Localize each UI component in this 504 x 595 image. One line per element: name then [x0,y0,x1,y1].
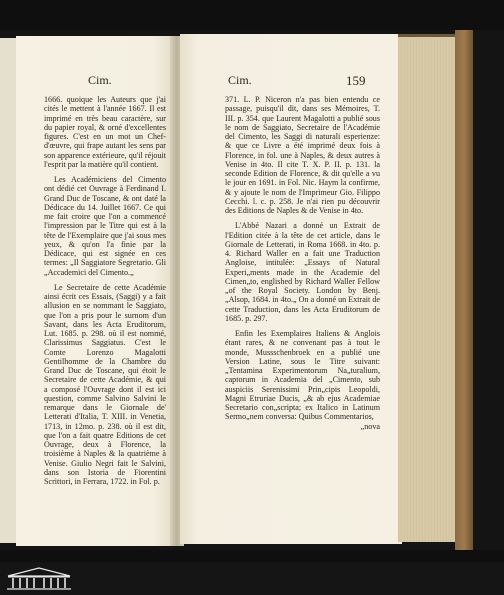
right-paragraph: 371. L. P. Niceron n'a pas bien entendu ce passage, puisqu'il dit, dans ses Mémoires, T. III. p. 354. que Laurent Magalotti a publié sous le nom de Saggiato, Secretaire de l'Académie del Cimento, les Saggi di naturali esperienze: & que ce Livre a été imprimé deux fois à Florence, in fol. une à Naples, & deux autres à Venise in 4to. Il cite T. X. P. II. p. 131. la seconde Edition de Florence, & dit qu'elle a vu le jour en 1691. in Fol. Nic. Haym la confirme, & y ajoute le nom de l'Imprimeur Gio. Filippo Cecchi. l. c. p. 258. Je n'ai rien pu découvrir des Editions de Naples & de Venise in 4to. [225,95,380,215]
right-paragraph: Enfin les Exemplaires Italiens & Anglois étant rares, & ne convenant pas à tout le monde, Mussschenbroek en a publié une Version Latine, sous le Titre suivant: „Tentamina Experimentorum Na„turalium, captorum in Academia del „Cimento, sub auspiciis Serenissimi Prin„cipis Leopoldi, Magni Etruriae Ducis, „& ab ejus Academiae Secretario con„scripta; ex Italico in Latinum Sermo„nem conversa: Quibus Commentarios, [225,329,380,422]
left-page-edge [0,38,17,543]
catchword: „nova [360,421,380,431]
right-running-head: Cim. [228,73,252,87]
right-paragraph: L'Abbé Nazari a donné un Extrait de l'Edition citée à la tête de cet article, dans le Giornale de Letterati, in Roma 1668. in 4to. p. 4. Richard Waller en a fait une Traduction Angloise, intitulée: „Essays of Natural Experi„ments made in the Academie del Cimen„to, englished by Richard Waller Fellow „of the Royal Society. London by Benj. „Alsop, 1684. in 4to.„ On a donné un Extrait de cette Traduction, dans les Acta Eruditorum de 1685. p. 297. [225,221,380,323]
page-number: 159 [346,73,366,88]
page-fore-edge [398,34,458,542]
left-paragraph: Le Secretaire de cette Académie ainsi écrit ces Essais, (Saggi) y a fait allusion en se nommant le Saggiato, que l'on a pris pour le surnom d'un Savant, dans les Acta Eruditorum, Lut. 1685. p. 298. où il est nommé, Clarissimus Saggiatus. C'est le Comte Lorenzo Magalotti Gentilhomme de la Chambre du Grand Duc de Toscane, qui étoit le Secretaire de cette Académie, & qui a composé l'Ouvrage dont il est ici question, comme Salvino Salvini le remarque dans le Giornale de' Letterati d'Italia, T. XIII. in Venetia, 1713, in 12mo. p. 238. où il est dit, que l'on a fait quatre Editions de cet Ouvrage, deux à Florence, la troisième à Naples & la quatrième à Venise. Giulio Negri fait le Salvini, dans son Istoria de Fiorentini Scrittori, in Ferrara, 1722. in Fol. p. [44,282,166,486]
right-text-column [225,95,380,431]
book-cover-edge [455,30,473,550]
left-paragraph: 1666. quoique les Auteurs que j'ai cités le mettent à l'année 1667. Il est imprimé en très beau caractère, sur du papier royal, & orné d'excellentes figures. C'est en un mot un Chef-d'œuvre, qui frape autant les sens par son apparence extérieure, qu'il réjouit l'esprit par la matière qu'il contient. [44,95,166,169]
library-building-icon [4,566,74,592]
left-running-head: Cim. [88,73,112,87]
viewer-footer [0,562,504,595]
left-text-column [44,95,166,486]
left-paragraph: Les Académiciens del Cimento ont dédié cet Ouvrage à Ferdinand I. Grand Duc de Toscane, & ont daté la Dédicace du 14. Juillet 1667. Ce qui me fait croire que l'on a commencé l'impression par le Titre qui est à la tête de l'Exemplaire que j'ai sous mes yeux, & qu'on l'a finie par la Dédicace, qui est signée en ces termes: „Il Saggiatore Segretario. Gli „Accademici del Cimento.„ [44,175,166,277]
